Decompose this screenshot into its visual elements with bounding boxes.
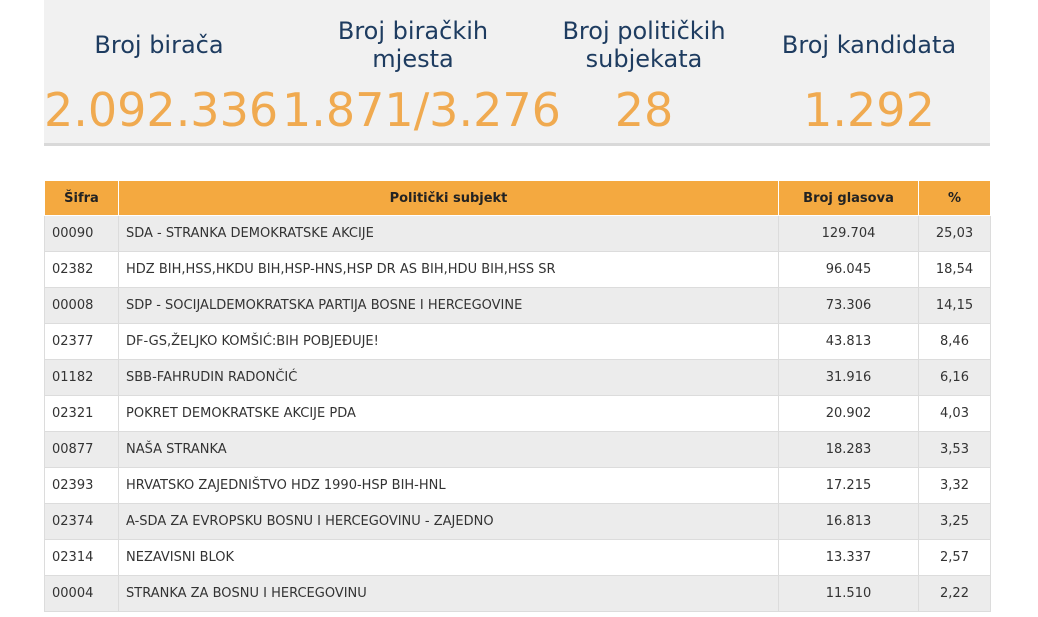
table-row [45, 396, 991, 432]
row-percent: 3,53 [919, 432, 991, 468]
election-stats-panel [44, 0, 990, 146]
row-party: POKRET DEMOKRATSKE AKCIJE PDA [119, 396, 779, 432]
table-row [45, 540, 991, 576]
row-code: 02393 [45, 468, 119, 504]
row-code: 00004 [45, 576, 119, 612]
row-percent: 3,25 [919, 504, 991, 540]
row-percent: 18,54 [919, 252, 991, 288]
table-row [45, 252, 991, 288]
table-row [45, 288, 991, 324]
row-party: STRANKA ZA BOSNU I HERCEGOVINU [119, 576, 779, 612]
header-percent[interactable]: % [919, 181, 991, 216]
table-row [45, 468, 991, 504]
stat-political-subjects-value: 28 [614, 83, 674, 137]
header-code[interactable]: Šifra [45, 181, 119, 216]
results-table [44, 180, 991, 612]
row-votes: 43.813 [779, 324, 919, 360]
row-code: 02377 [45, 324, 119, 360]
table-row [45, 576, 991, 612]
row-code: 00090 [45, 216, 119, 252]
row-party: NEZAVISNI BLOK [119, 540, 779, 576]
row-votes: 31.916 [779, 360, 919, 396]
stat-polling-stations-value: 1.871/3.276 [282, 83, 561, 137]
stat-political-subjects-label: Broj političkih subjekata [562, 17, 726, 73]
row-party: SBB-FAHRUDIN RADONČIĆ [119, 360, 779, 396]
row-party: HDZ BIH,HSS,HKDU BIH,HSP-HNS,HSP DR AS BIH,HDU BIH,HSS SR [119, 252, 779, 288]
row-votes: 13.337 [779, 540, 919, 576]
row-code: 02314 [45, 540, 119, 576]
table-row [45, 432, 991, 468]
stat-candidates [749, 0, 989, 136]
row-code: 00877 [45, 432, 119, 468]
row-percent: 14,15 [919, 288, 991, 324]
row-code: 02374 [45, 504, 119, 540]
stat-political-subjects [544, 0, 744, 136]
row-party: SDA - STRANKA DEMOKRATSKE AKCIJE [119, 216, 779, 252]
table-row [45, 504, 991, 540]
row-votes: 73.306 [779, 288, 919, 324]
row-votes: 17.215 [779, 468, 919, 504]
row-votes: 16.813 [779, 504, 919, 540]
row-percent: 3,32 [919, 468, 991, 504]
row-percent: 4,03 [919, 396, 991, 432]
row-votes: 96.045 [779, 252, 919, 288]
header-party[interactable]: Politički subjekt [119, 181, 779, 216]
row-code: 02321 [45, 396, 119, 432]
stat-voters-label: Broj birača [94, 31, 224, 59]
row-percent: 6,16 [919, 360, 991, 396]
row-code: 01182 [45, 360, 119, 396]
stat-candidates-value: 1.292 [803, 83, 935, 137]
stat-voters [44, 0, 279, 137]
row-party: DF-GS,ŽELJKO KOMŠIĆ:BIH POBJEĐUJE! [119, 324, 779, 360]
table-row [45, 360, 991, 396]
row-votes: 20.902 [779, 396, 919, 432]
row-party: A-SDA ZA EVROPSKU BOSNU I HERCEGOVINU - ZAJEDNO [119, 504, 779, 540]
row-votes: 11.510 [779, 576, 919, 612]
row-party: HRVATSKO ZAJEDNIŠTVO HDZ 1990-HSP BIH-HNL [119, 468, 779, 504]
table-row [45, 216, 991, 252]
row-percent: 2,57 [919, 540, 991, 576]
header-votes[interactable]: Broj glasova [779, 181, 919, 216]
row-code: 00008 [45, 288, 119, 324]
row-percent: 2,22 [919, 576, 991, 612]
row-percent: 25,03 [919, 216, 991, 252]
stat-polling-stations-label: Broj biračkih mjesta [337, 17, 489, 73]
stat-voters-value: 2.092.336 [44, 83, 279, 137]
table-row [45, 324, 991, 360]
stat-candidates-label: Broj kandidata [781, 31, 957, 59]
row-party: NAŠA STRANKA [119, 432, 779, 468]
row-party: SDP - SOCIJALDEMOKRATSKA PARTIJA BOSNE I HERCEGOVINE [119, 288, 779, 324]
stat-polling-stations [282, 0, 561, 137]
row-votes: 18.283 [779, 432, 919, 468]
row-votes: 129.704 [779, 216, 919, 252]
row-percent: 8,46 [919, 324, 991, 360]
row-code: 02382 [45, 252, 119, 288]
results-header-row [45, 181, 991, 216]
